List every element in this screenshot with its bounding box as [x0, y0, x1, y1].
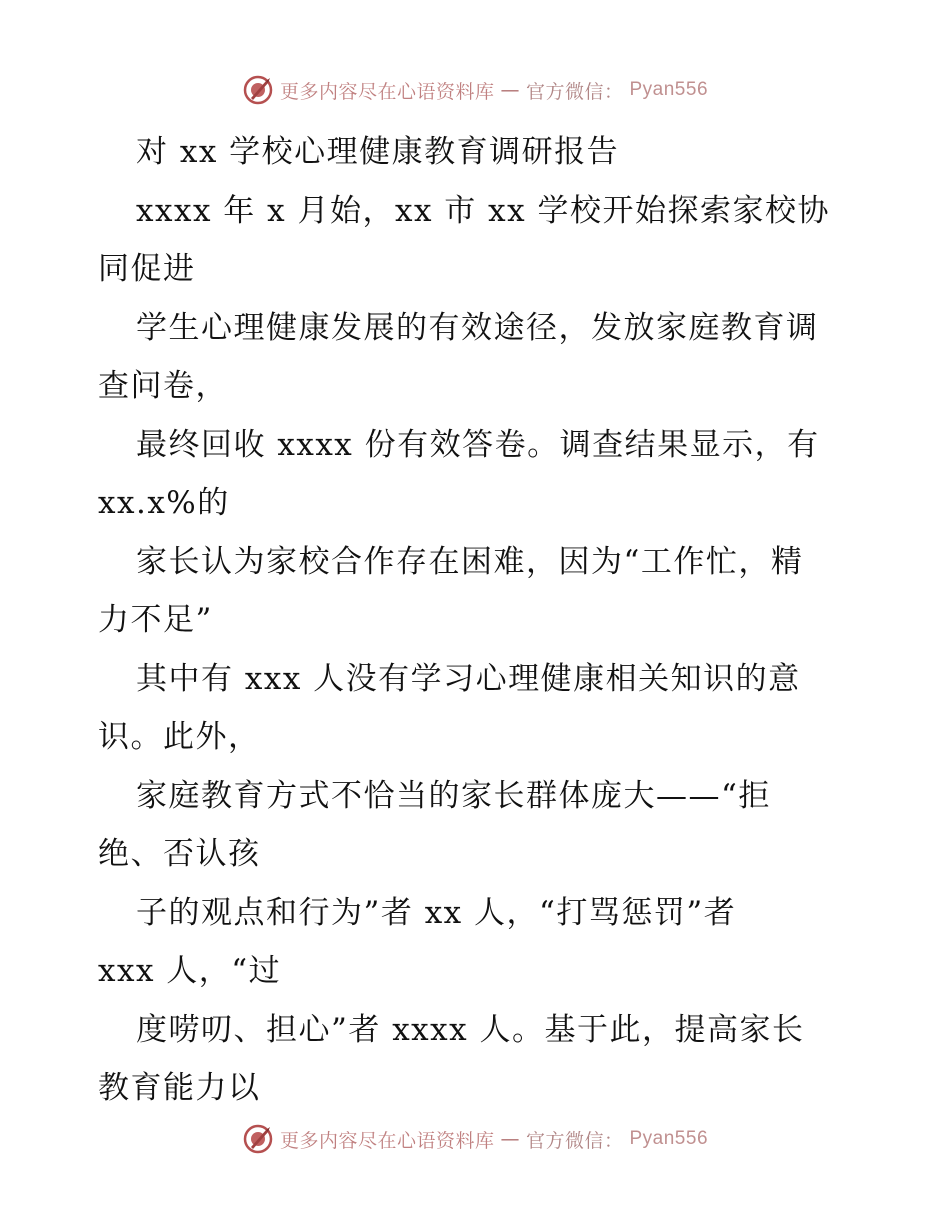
text-line: 其中有 xxx 人没有学习心理健康相关知识的意 [136, 660, 801, 697]
banner-account-id: Pyan556 [629, 79, 709, 100]
text-line: 度唠叨、担心”者 xxxx 人。基于此，提高家长 [136, 1011, 805, 1048]
text-line: 学生心理健康发展的有效途径，发放家庭教育调 [136, 309, 819, 346]
text-line: 绝、否认孩 [98, 836, 261, 872]
text-line: 最终回收 xxxx 份有效答卷。调查结果显示，有 [136, 426, 820, 463]
text-line: 查问卷， [98, 368, 228, 404]
banner-dash: — [500, 79, 520, 101]
text-line: 子的观点和行为”者 xx 人，“打骂惩罚”者 [136, 894, 737, 931]
text-line: xxx 人，“过 [98, 953, 282, 989]
banner-main-text: 更多内容尽在心语资料库 [279, 1129, 495, 1152]
footer-watermark-banner [0, 1119, 950, 1159]
banner-account-id: Pyan556 [629, 1128, 709, 1149]
text-line: 同促进 [98, 251, 196, 287]
header-watermark-banner [0, 70, 950, 110]
text-line: 识。此外， [98, 719, 261, 755]
quill-seal-icon [242, 1123, 274, 1155]
banner-dash: — [500, 1128, 520, 1150]
quill-seal-icon [242, 74, 274, 106]
document-body [98, 123, 858, 1118]
text-line: 家长认为家校合作存在困难，因为“工作忙，精 [136, 543, 804, 580]
text-line: 力不足” [98, 602, 213, 638]
text-line: 家庭教育方式不恰当的家长群体庞大——“拒 [136, 777, 771, 814]
banner-main-text: 更多内容尽在心语资料库 [279, 80, 495, 103]
banner-sub-text: 官方微信： [525, 80, 624, 103]
text-line: 教育能力以 [98, 1070, 261, 1106]
banner-sub-text: 官方微信： [525, 1129, 624, 1152]
document-title: 对 xx 学校心理健康教育调研报告 [136, 134, 620, 170]
text-line: xxxx 年 x 月始，xx 市 xx 学校开始探索家校协 [136, 192, 830, 229]
text-line: xx.x%的 [98, 485, 230, 521]
